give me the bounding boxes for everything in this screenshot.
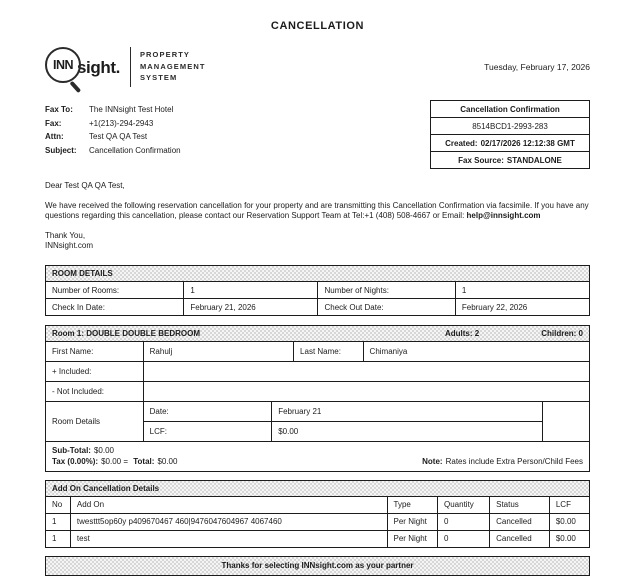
- totals-row: [46, 441, 589, 470]
- header-row: [45, 43, 590, 90]
- created-value: 02/17/2026 12:12:38 GMT: [480, 138, 575, 148]
- room-details-header: ROOM DETAILS: [46, 266, 589, 281]
- fax-number-value: +1(213)-294-2943: [89, 118, 154, 128]
- logo-tagline: [140, 49, 206, 84]
- col-type: Type: [387, 496, 437, 513]
- letter-body: [45, 181, 590, 252]
- col-lcf: LCF: [549, 496, 589, 513]
- letter-paragraph: [45, 201, 590, 222]
- col-quantity: Quantity: [438, 496, 490, 513]
- innsight-logo: [45, 46, 206, 87]
- addon-type: Per Night: [387, 513, 437, 530]
- not-included-row: [46, 381, 589, 401]
- fax-number-label: Fax:: [45, 118, 62, 128]
- room1-title: Room 1: DOUBLE DOUBLE BEDROOM: [52, 329, 200, 339]
- nights-value: 1: [455, 282, 589, 298]
- rate-empty-cell: [542, 402, 589, 441]
- note-text: Rates include Extra Person/Child Fees: [445, 457, 583, 467]
- fax-header-block: [45, 100, 181, 169]
- fax-to-label: Fax To:: [45, 105, 73, 114]
- support-email: help@innsight.com: [466, 211, 541, 221]
- checkin-value: February 21, 2026: [183, 299, 317, 315]
- last-name-label: Last Name:: [293, 342, 363, 361]
- subject-value: Cancellation Confirmation: [89, 145, 181, 155]
- room-rate-grid: [143, 402, 543, 441]
- addon-lcf: $0.00: [549, 513, 589, 530]
- subtotal-line: [52, 445, 177, 456]
- attn-line: [45, 130, 181, 144]
- fax-source: [431, 152, 589, 168]
- date-label: Date:: [149, 407, 169, 417]
- tax-total-line: [52, 456, 177, 467]
- room1-header: [46, 326, 589, 341]
- included-label: + Included:: [52, 367, 92, 377]
- total-label: Total:: [133, 457, 155, 467]
- room-rate-rows: [46, 401, 589, 441]
- addon-no: 1: [46, 530, 70, 547]
- table-row: [46, 281, 589, 298]
- last-name-value: Chimaniya: [363, 342, 589, 361]
- not-included-label: - Not Included:: [52, 387, 105, 397]
- fax-to-value: The INNsight Test Hotel: [89, 105, 174, 114]
- addon-table: [46, 496, 589, 547]
- tagline-line-2: MANAGEMENT: [139, 61, 206, 71]
- magnifier-icon: [45, 46, 84, 87]
- date-row: [144, 402, 543, 421]
- confirmation-box-title: Cancellation Confirmation: [431, 101, 589, 118]
- addon-quantity: 0: [438, 530, 490, 547]
- checkin-label: Check In Date:: [52, 302, 105, 312]
- included-value: [143, 362, 589, 381]
- footer-banner: Thanks for selecting INNsight.com as your partner: [45, 556, 590, 576]
- rooms-label: Number of Rooms:: [52, 285, 120, 295]
- room1-children: Children: 0: [541, 329, 583, 339]
- table-row: [46, 530, 589, 547]
- subject-label: Subject:: [45, 145, 77, 155]
- totals-block: [52, 445, 177, 467]
- first-name-value: Rahulj: [143, 342, 293, 361]
- tagline-line-3: SYSTEM: [139, 73, 178, 83]
- tax-value: $0.00 =: [101, 457, 129, 467]
- subtotal-label: Sub-Total:: [52, 446, 91, 456]
- fax-source-value: STANDALONE: [506, 155, 562, 165]
- lcf-label: LCF:: [149, 427, 167, 437]
- checkout-value: February 22, 2026: [455, 299, 589, 315]
- thank-you: Thank You,: [45, 230, 86, 240]
- first-name-label: First Name:: [52, 347, 94, 357]
- fax-number-line: [45, 117, 181, 131]
- magnifier-lens: INN: [45, 47, 81, 83]
- attn-value: Test QA QA Test: [89, 132, 148, 141]
- date-value: February 21: [271, 402, 542, 421]
- checkout-label: Check Out Date:: [317, 299, 454, 315]
- included-row: [46, 361, 589, 381]
- confirmation-number: 8514BCD1-2993-283: [431, 118, 589, 135]
- addon-section: [45, 480, 590, 548]
- addon-header-row: [46, 496, 589, 513]
- confirmation-created: [431, 135, 589, 152]
- addon-lcf: $0.00: [549, 530, 589, 547]
- room-details-section: [45, 265, 590, 316]
- room1-adults: Adults: 2: [444, 329, 480, 339]
- subtotal-value: $0.00: [93, 446, 114, 456]
- letter-text: We have received the following reservation cancellation for your property and are transmitting this Cancellation Confirmation via facsimile. If you have any questions regarding this cancellation, please contact our Reservation Support Team at Tel:+1 (408) 508-4667 or Email:: [45, 200, 589, 221]
- meta-row: [45, 100, 590, 169]
- table-row: [46, 513, 589, 530]
- addon-quantity: 0: [438, 513, 490, 530]
- signature: INNsight.com: [45, 241, 94, 251]
- total-value: $0.00: [157, 457, 178, 467]
- page-title: CANCELLATION: [270, 20, 365, 32]
- created-label: Created:: [445, 138, 478, 148]
- lcf-value: $0.00: [271, 422, 542, 441]
- note-line: [422, 456, 583, 467]
- col-no: No: [46, 496, 70, 513]
- addon-name: twesttt5op60y p409670467 460|9476047604967 4067460: [70, 513, 387, 530]
- note-label: Note:: [422, 457, 443, 467]
- tagline-line-1: PROPERTY: [139, 50, 190, 60]
- tax-label: Tax (0.00%):: [52, 457, 99, 467]
- room1-section: [45, 325, 590, 471]
- addon-no: 1: [46, 513, 70, 530]
- document-date: Tuesday, February 17, 2026: [484, 61, 590, 72]
- guest-name-row: [46, 341, 589, 361]
- not-included-value: [143, 382, 589, 401]
- rooms-value: 1: [183, 282, 317, 298]
- addon-status: Cancelled: [490, 530, 550, 547]
- attn-label: Attn:: [45, 132, 64, 141]
- table-row: [46, 298, 589, 315]
- logo-wordmark: sight.: [77, 58, 120, 77]
- col-status: Status: [490, 496, 550, 513]
- nights-label: Number of Nights:: [317, 282, 454, 298]
- magnifier-handle: [70, 80, 81, 92]
- addon-name: test: [70, 530, 387, 547]
- fax-to-line: [45, 103, 181, 117]
- room-details-label: Room Details: [52, 417, 101, 427]
- logo-divider: [130, 47, 131, 87]
- subject-line: [45, 144, 181, 158]
- addon-status: Cancelled: [490, 513, 550, 530]
- salutation: Dear Test QA QA Test,: [45, 181, 125, 190]
- fax-source-label: Fax Source:: [458, 155, 504, 165]
- addon-header: Add On Cancellation Details: [46, 481, 589, 496]
- addon-type: Per Night: [387, 530, 437, 547]
- confirmation-box: [430, 100, 590, 169]
- col-addon: Add On: [70, 496, 387, 513]
- lcf-row: [144, 421, 543, 441]
